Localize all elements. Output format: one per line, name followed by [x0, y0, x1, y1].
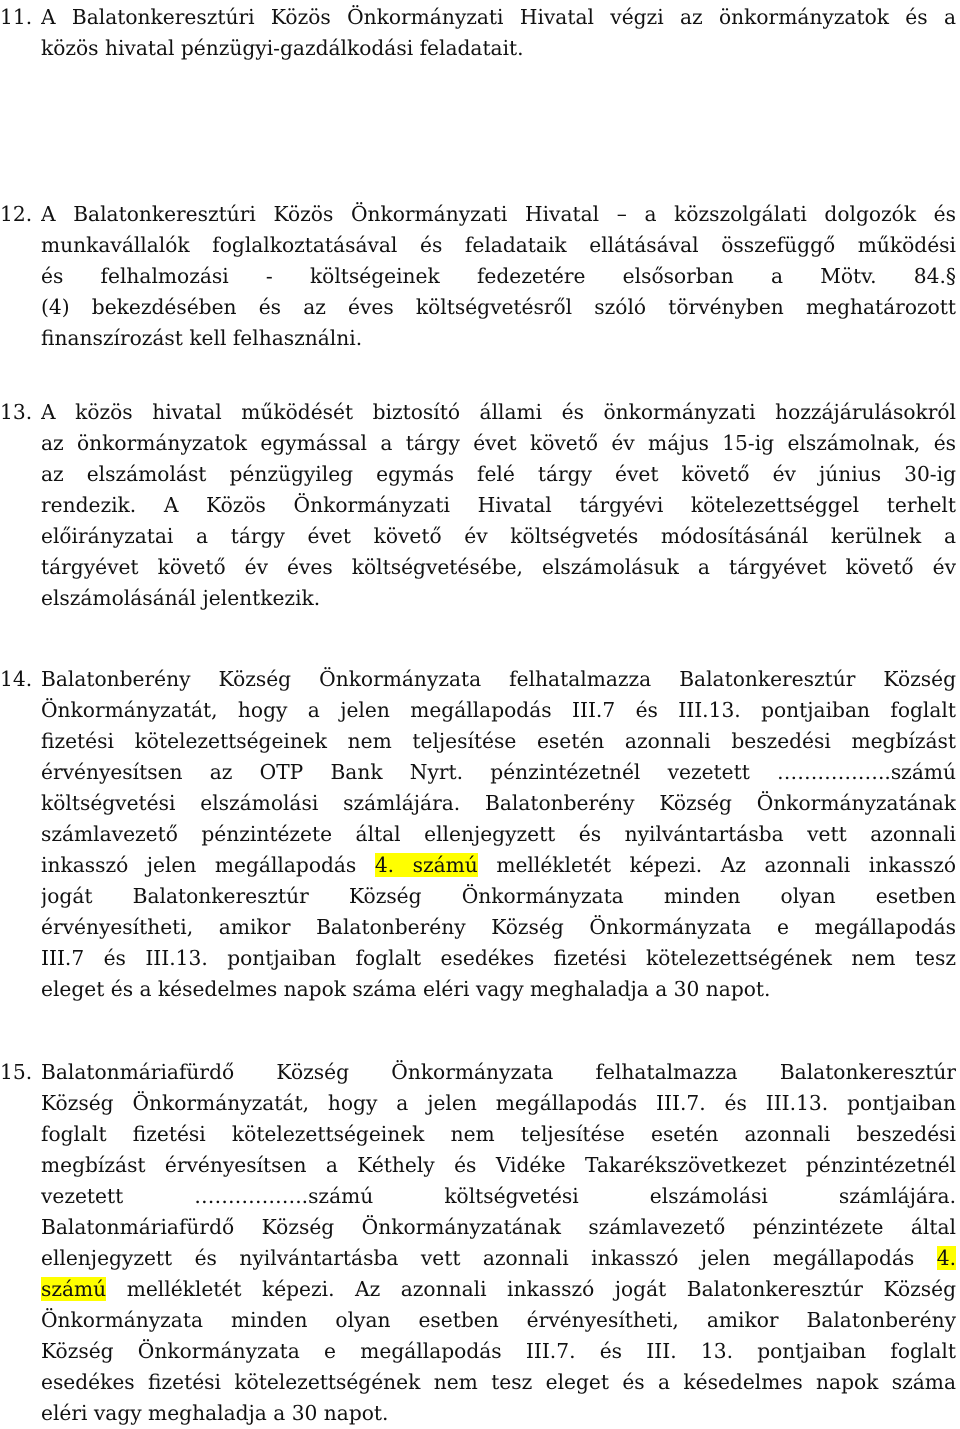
- text-line: költségvetési elszámolási számlájára. Balatonberény Község Önkormányzatának: [41, 791, 956, 815]
- text-line-with-highlight: inkasszó jelen megállapodás 4. számú mellékletét képezi. Az azonnali inkasszó: [41, 853, 956, 877]
- text-line: elszámolásánál jelentkezik.: [41, 586, 321, 610]
- paragraph-number: 12.: [0, 202, 33, 226]
- paragraph-number: 15.: [0, 1060, 33, 1084]
- text-line: érvényesítsen az OTP Bank Nyrt. pénzintézetnél vezetett ……………..számú: [41, 760, 956, 784]
- paragraph-number: 11.: [0, 5, 33, 29]
- text-line: esedékes fizetési kötelezettségének nem tesz eleget és a késedelmes napok száma: [41, 1370, 956, 1394]
- text-line: finanszírozást kell felhasználni.: [41, 326, 363, 350]
- text-line: és felhalmozási - költségeinek fedezetére elsősorban a Mötv. 84.§: [41, 264, 956, 288]
- text-line: előirányzatai a tárgy évet követő év költségvetés módosításánál kerülnek a: [41, 524, 956, 548]
- text-line-with-highlight: számú mellékletét képezi. Az azonnali inkasszó jogát Balatonkeresztúr Község: [41, 1277, 956, 1301]
- text-line: az önkormányzatok egymással a tárgy évet követő év május 15-ig elszámolnak, és: [41, 431, 956, 455]
- text-line: III.7 és III.13. pontjaiban foglalt esedékes fizetési kötelezettségének nem tesz: [41, 946, 956, 970]
- text-line: számlavezető pénzintézete által ellenjegyzett és nyilvántartásba vett azonnali: [41, 822, 956, 846]
- text-line: Község Önkormányzatát, hogy a jelen megállapodás III.7. és III.13. pontjaiban: [41, 1091, 956, 1115]
- text-line: tárgyévet követő év éves költségvetésébe, elszámolásuk a tárgyévet követő év: [41, 555, 956, 579]
- text-line: jogát Balatonkeresztúr Község Önkormányzata minden olyan esetben: [41, 884, 956, 908]
- text-line: az elszámolást pénzügyileg egymás felé tárgy évet követő év június 30-ig: [41, 462, 956, 486]
- text-line: Önkormányzata minden olyan esetben érvényesítheti, amikor Balatonberény: [41, 1308, 956, 1332]
- text-line: eléri vagy meghaladja a 30 napot.: [41, 1401, 389, 1425]
- text-line: Balatonberény Község Önkormányzata felhatalmazza Balatonkeresztúr Község: [41, 667, 956, 691]
- text-line: közös hivatal pénzügyi-gazdálkodási feladatait.: [41, 36, 524, 60]
- text-line: munkavállalók foglalkoztatásával és feladataik ellátásával összefüggő működési: [41, 233, 956, 257]
- paragraph-number: 13.: [0, 400, 33, 424]
- text-line: rendezik. A Közös Önkormányzati Hivatal tárgyévi kötelezettséggel terhelt: [41, 493, 956, 517]
- text-line: érvényesítheti, amikor Balatonberény Község Önkormányzata e megállapodás: [41, 915, 956, 939]
- text-line: foglalt fizetési kötelezettségeinek nem teljesítése esetén azonnali beszedési: [41, 1122, 956, 1146]
- paragraph-number: 14.: [0, 667, 33, 691]
- text-line: A közös hivatal működését biztosító állami és önkormányzati hozzájárulásokról: [41, 400, 956, 424]
- attachment-highlight: 4.: [936, 1246, 956, 1270]
- text-line: Önkormányzatát, hogy a jelen megállapodás III.7 és III.13. pontjaiban foglalt: [41, 698, 956, 722]
- text-line: A Balatonkeresztúri Közös Önkormányzati Hivatal végzi az önkormányzatok és a: [41, 5, 956, 29]
- text-line-with-highlight: ellenjegyzett és nyilvántartásba vett azonnali inkasszó jelen megállapodás 4.: [41, 1246, 956, 1270]
- text-line: Község Önkormányzata e megállapodás III.7. és III. 13. pontjaiban foglalt: [41, 1339, 956, 1363]
- text-line: (4) bekezdésében és az éves költségvetésről szóló törvényben meghatározott: [41, 295, 956, 319]
- text-line: Balatonmáriafürdő Község Önkormányzata felhatalmazza Balatonkeresztúr: [41, 1060, 956, 1084]
- text-line: fizetési kötelezettségeinek nem teljesítése esetén azonnali beszedési megbízást: [41, 729, 956, 753]
- attachment-highlight: számú: [41, 1277, 107, 1301]
- text-line: eleget és a késedelmes napok száma eléri vagy meghaladja a 30 napot.: [41, 977, 771, 1001]
- text-line: Balatonmáriafürdő Község Önkormányzatának számlavezető pénzintézete által: [41, 1215, 956, 1239]
- text-line: vezetett ……………..számú költségvetési elszámolási számlájára.: [41, 1184, 956, 1208]
- text-line: megbízást érvényesítsen a Kéthely és Vidéke Takarékszövetkezet pénzintézetnél: [41, 1153, 956, 1177]
- attachment-highlight: 4. számú: [374, 853, 478, 877]
- text-line: A Balatonkeresztúri Közös Önkormányzati Hivatal – a közszolgálati dolgozók és: [41, 202, 956, 226]
